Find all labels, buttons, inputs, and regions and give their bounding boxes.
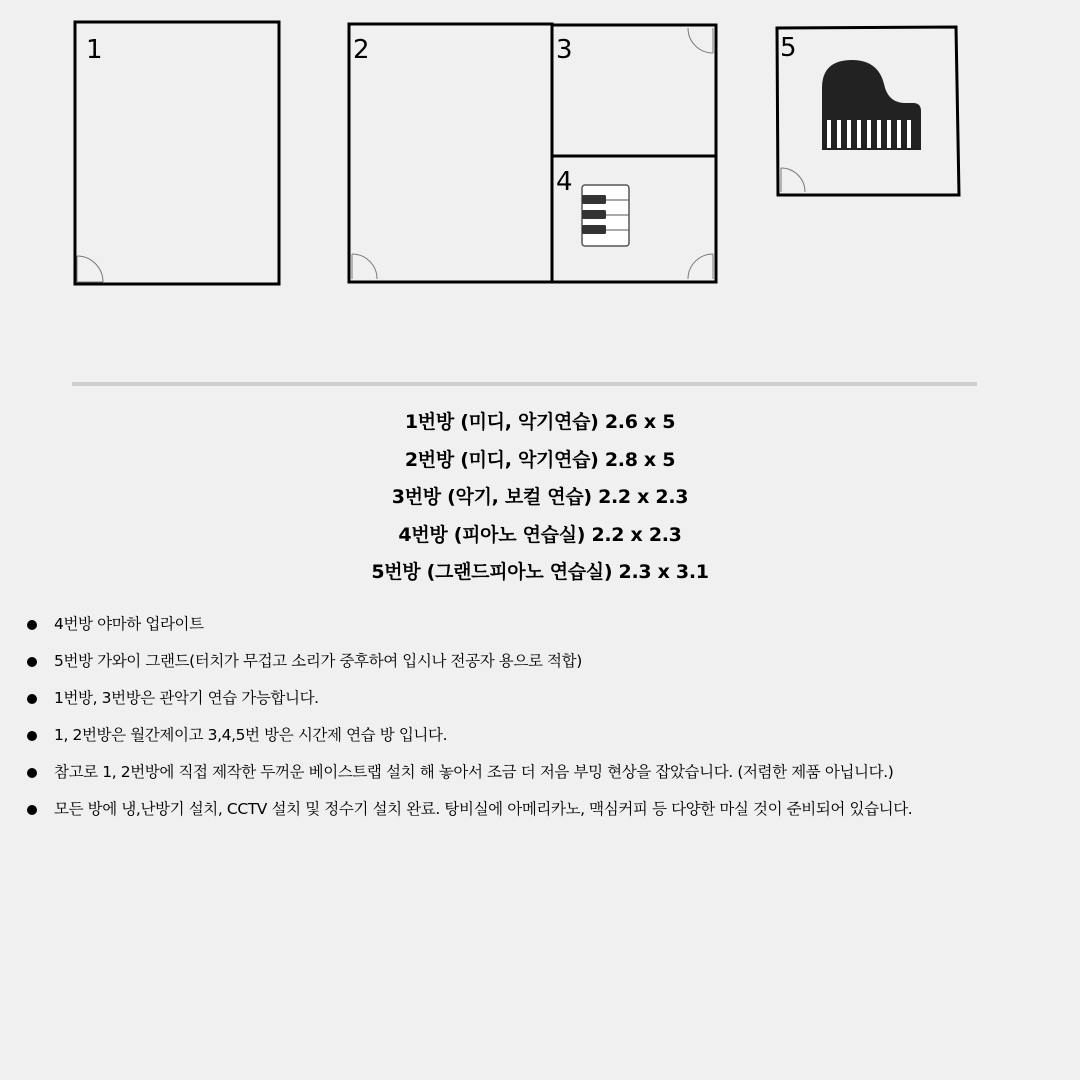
bullet-icon	[27, 620, 37, 630]
room-size-line: 2번방 (미디, 악기연습) 2.8 x 5	[404, 448, 676, 471]
room-4-number: 4	[556, 167, 573, 197]
section-divider	[72, 382, 977, 386]
bullet-icon	[27, 768, 37, 778]
room-1-number: 1	[86, 35, 103, 65]
note-text: 1번방, 3번방은 관악기 연습 가능합니다.	[54, 689, 319, 707]
room-2-number: 2	[353, 35, 370, 65]
list-item	[24, 717, 1064, 754]
door-icon	[688, 28, 713, 53]
note-text: 1, 2번방은 월간제이고 3,4,5번 방은 시간제 연습 방 입니다.	[54, 726, 448, 744]
door-icon	[688, 254, 713, 279]
room-4	[552, 156, 716, 282]
note-text: 참고로 1, 2번방에 직접 제작한 두꺼운 베이스트랩 설치 해 놓아서 조금 더 저음 부밍 현상을 잡았습니다. (저렴한 제품 아닙니다.)	[54, 763, 894, 781]
list-item	[24, 754, 1064, 791]
room-1	[75, 22, 279, 284]
room-3	[552, 25, 716, 156]
room-5	[777, 27, 959, 195]
door-icon	[781, 168, 805, 192]
list-item	[24, 606, 1064, 643]
note-text: 4번방 야마하 업라이트	[54, 615, 204, 633]
room-size-line: 1번방 (미디, 악기연습) 2.6 x 5	[404, 411, 676, 433]
room-3-number: 3	[556, 35, 573, 65]
bullet-icon	[27, 805, 37, 815]
upright-piano-icon	[582, 185, 629, 246]
bullet-icon	[27, 657, 37, 667]
list-item	[24, 791, 1064, 828]
note-text: 모든 방에 냉,난방기 설치, CCTV 설치 및 정수기 설치 완료. 탕비실에 아메리카노, 맥심커피 등 다양한 마실 것이 준비되어 있습니다.	[54, 800, 913, 818]
bullet-icon	[27, 731, 37, 741]
door-icon	[352, 254, 377, 279]
door-icon	[77, 256, 103, 282]
list-item	[24, 680, 1064, 717]
note-text: 5번방 가와이 그랜드(터치가 무겁고 소리가 중후하여 입시나 전공자 용으로 적합)	[54, 652, 582, 670]
list-item	[24, 643, 1064, 680]
room-size-line: 3번방 (악기, 보컬 연습) 2.2 x 2.3	[391, 486, 689, 508]
room-5-number: 5	[780, 33, 797, 63]
floor-plan	[0, 0, 1080, 320]
room-size-line: 5번방 (그랜드피아노 연습실) 2.3 x 3.1	[371, 561, 709, 583]
bullet-icon	[27, 694, 37, 704]
grand-piano-icon	[822, 60, 921, 150]
room-size-list	[0, 404, 1080, 592]
notes-list	[24, 606, 1064, 828]
room-size-line: 4번방 (피아노 연습실) 2.2 x 2.3	[398, 523, 682, 546]
room-2	[349, 24, 552, 282]
